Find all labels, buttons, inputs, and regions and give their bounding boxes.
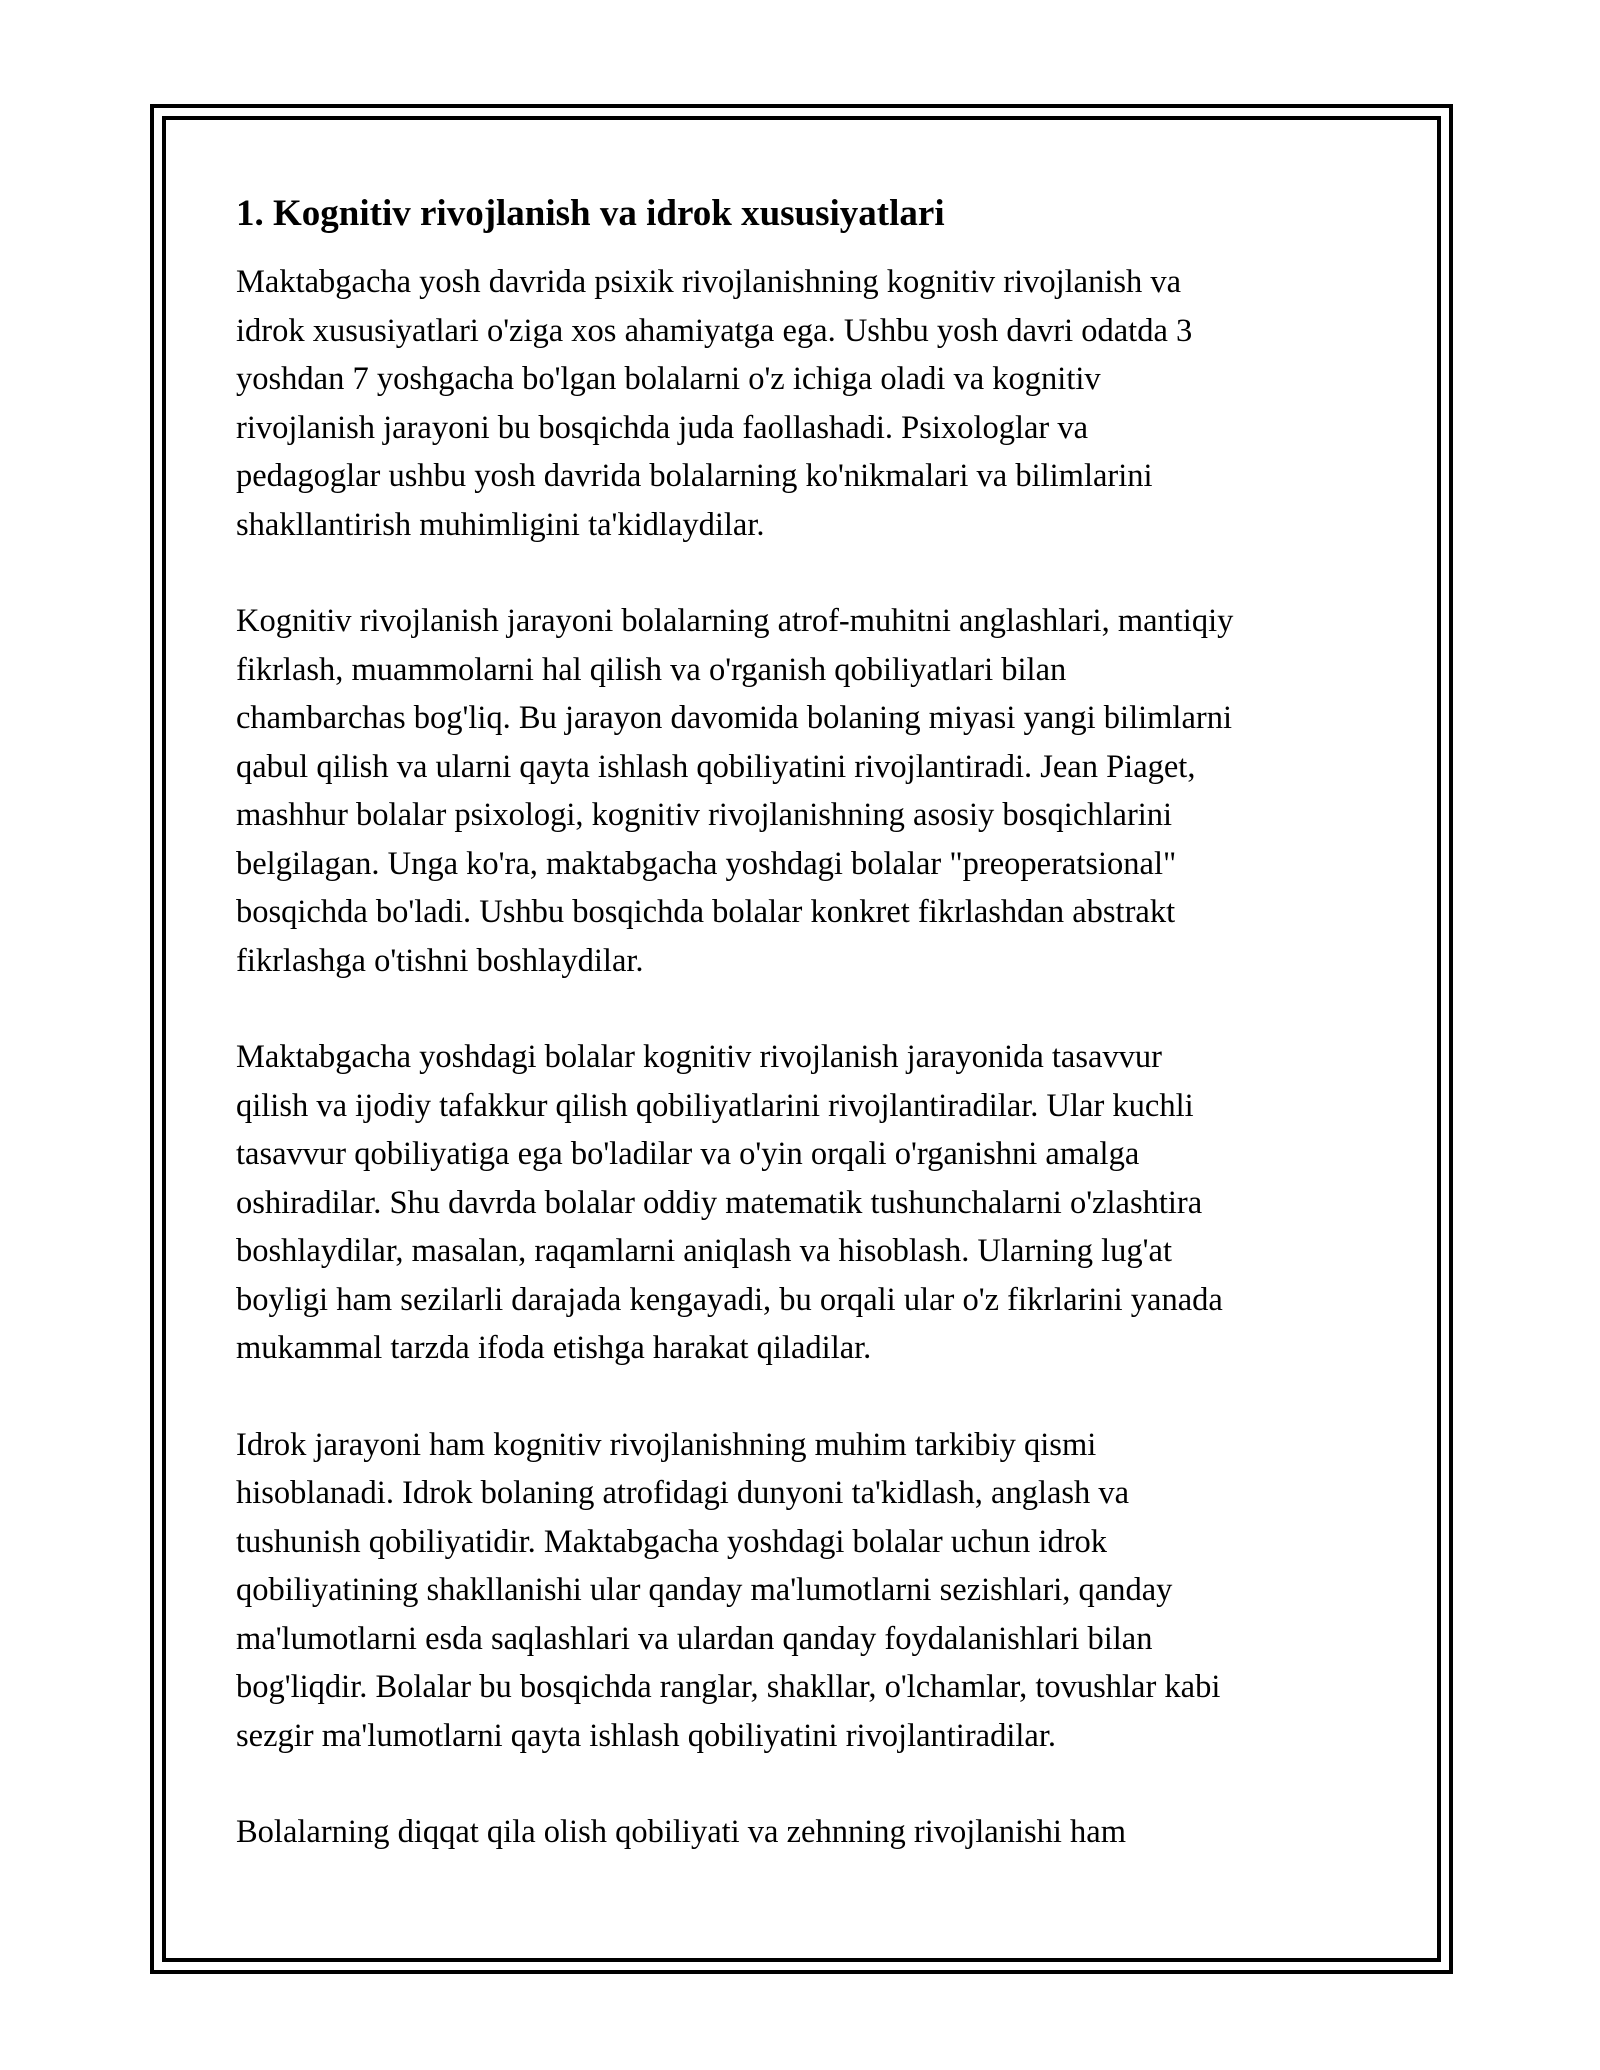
- paragraph: [236, 1421, 1376, 1761]
- document-content: [236, 190, 1376, 1905]
- text-line: qabul qilish va ularni qayta ishlash qobiliyatini rivojlantiradi. Jean Piaget,: [236, 748, 1196, 785]
- text-line: idrok xususiyatlari o'ziga xos ahamiyatga ega. Ushbu yosh davri odatda 3: [236, 312, 1193, 349]
- text-line: Maktabgacha yoshdagi bolalar kognitiv rivojlanish jarayonida tasavvur: [236, 1039, 1162, 1075]
- section-heading: 1. Kognitiv rivojlanish va idrok xususiyatlari: [236, 193, 945, 234]
- text-line: sezgir ma'lumotlarni qayta ishlash qobiliyatini rivojlantiradilar.: [236, 1717, 1056, 1754]
- text-line: qobiliyatining shakllanishi ular qanday ma'lumotlarni sezishlari, qanday: [236, 1572, 1173, 1608]
- text-line: tushunish qobiliyatidir. Maktabgacha yoshdagi bolalar uchun idrok: [236, 1523, 1108, 1560]
- text-line: Idrok jarayoni ham kognitiv rivojlanishning muhim tarkibiy qismi: [236, 1426, 1097, 1463]
- text-line: boyligi ham sezilarli darajada kengayadi, bu orqali ular o'z fikrlarini yanada: [236, 1281, 1223, 1318]
- paragraphs-container: [236, 258, 1376, 1857]
- text-line: bog'liqdir. Bolalar bu bosqichda ranglar, shakllar, o'lchamlar, tovushlar kabi: [236, 1669, 1221, 1705]
- text-line: tasavvur qobiliyatiga ega bo'ladilar va o'yin orqali o'rganishni amalga: [236, 1136, 1140, 1172]
- text-line: qilish va ijodiy tafakkur qilish qobiliyatlarini rivojlantiradilar. Ular kuchli: [236, 1087, 1194, 1124]
- paragraph: [236, 1808, 1376, 1857]
- text-line: yoshdan 7 yoshgacha bo'lgan bolalarni o'z ichiga oladi va kognitiv: [236, 361, 1101, 397]
- text-line: Maktabgacha yosh davrida psixik rivojlanishning kognitiv rivojlanish va: [236, 264, 1182, 300]
- paragraph: [236, 1033, 1376, 1373]
- paragraph: [236, 597, 1376, 985]
- text-line: mashhur bolalar psixologi, kognitiv rivojlanishning asosiy bosqichlarini: [236, 797, 1173, 833]
- text-line: chambarchas bog'liq. Bu jarayon davomida bolaning miyasi yangi bilimlarni: [236, 700, 1232, 736]
- text-line: fikrlashga o'tishni boshlaydilar.: [236, 942, 644, 979]
- text-line: Kognitiv rivojlanish jarayoni bolalarning atrof-muhitni anglashlari, mantiqiy: [236, 603, 1234, 639]
- text-line: shakllantirish muhimligini ta'kidlaydilar.: [236, 506, 765, 543]
- text-line: hisoblanadi. Idrok bolaning atrofidagi dunyoni ta'kidlash, anglash va: [236, 1475, 1130, 1511]
- text-line: bosqichda bo'ladi. Ushbu bosqichda bolalar konkret fikrlashdan abstrakt: [236, 894, 1176, 930]
- text-line: belgilagan. Unga ko'ra, maktabgacha yoshdagi bolalar "preoperatsional": [236, 845, 1177, 882]
- paragraph: [236, 258, 1376, 549]
- text-line: oshiradilar. Shu davrda bolalar oddiy matematik tushunchalarni o'zlashtira: [236, 1184, 1203, 1221]
- text-line: rivojlanish jarayoni bu bosqichda juda faollashadi. Psixologlar va: [236, 409, 1089, 446]
- text-line: ma'lumotlarni esda saqlashlari va ulardan qanday foydalanishlari bilan: [236, 1620, 1153, 1657]
- text-line: mukammal tarzda ifoda etishga harakat qiladilar.: [236, 1330, 872, 1366]
- text-line: fikrlash, muammolarni hal qilish va o'rganish qobiliyatlari bilan: [236, 651, 1067, 688]
- text-line: boshlaydilar, masalan, raqamlarni aniqlash va hisoblash. Ularning lug'at: [236, 1233, 1172, 1269]
- text-line: Bolalarning diqqat qila olish qobiliyati va zehnning rivojlanishi ham: [236, 1814, 1126, 1850]
- text-line: pedagoglar ushbu yosh davrida bolalarning ko'nikmalari va bilimlarini: [236, 458, 1153, 494]
